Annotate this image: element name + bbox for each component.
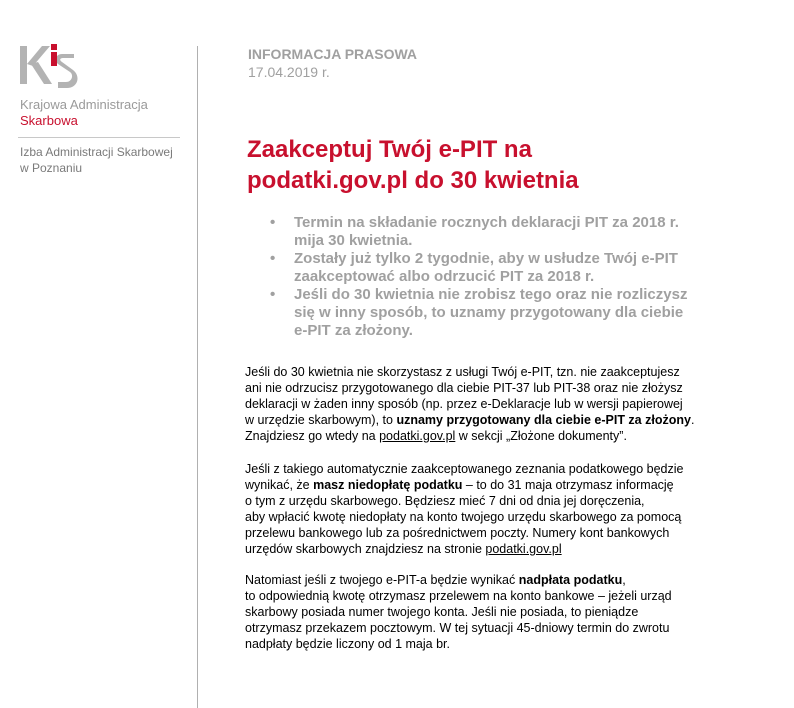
text-span: .	[690, 413, 695, 427]
key-point-line: Jeśli do 30 kwietnia nie zrobisz tego oraz nie rozliczysz	[294, 286, 688, 303]
text-span: Natomiast jeśli z twojego e-PIT-a będzie wynikać	[245, 573, 519, 587]
key-point	[270, 214, 740, 250]
key-point	[270, 286, 740, 340]
podatki-link[interactable]: podatki.gov.pl	[379, 429, 456, 443]
text-line: o tym z urzędu skarbowego. Będziesz mieć 7 dni od dnia jej doręczenia,	[245, 494, 645, 508]
text-line: nadpłaty będzie liczony od 1 maja br.	[245, 637, 450, 651]
text-line: ani nie odrzucisz przygotowanego dla ciebie PIT-37 lub PIT-38 oraz nie złożysz	[245, 381, 683, 395]
text-line: skarbowy posiada numer twojego konta. Jeśli nie posiada, to pieniądze	[245, 605, 639, 619]
key-point-line: mija 30 kwietnia.	[294, 232, 413, 249]
text-span: w urzędzie skarbowym), to	[245, 413, 397, 427]
bold-text: masz niedopłatę podatku	[313, 478, 463, 492]
paragraph-2	[245, 461, 735, 557]
page-title	[247, 134, 767, 196]
title-line2: podatki.gov.pl do 30 kwietnia	[247, 167, 579, 194]
press-release-label: INFORMACJA PRASOWA	[248, 46, 418, 62]
text-line: to odpowiednią kwotę otrzymasz przelewem na konto bankowe – jeżeli urząd	[245, 589, 672, 603]
key-point	[270, 250, 740, 286]
podatki-link[interactable]: podatki.gov.pl	[485, 542, 562, 556]
sidebar	[0, 0, 197, 708]
text-line: Jeśli do 30 kwietnia nie skorzystasz z usługi Twój e-PIT, tzn. nie zaakceptujesz	[245, 365, 680, 379]
text-line	[245, 572, 735, 588]
text-line: aby wpłacić kwotę niedopłaty na konto twojego urzędu skarbowego za pomocą	[245, 510, 682, 524]
text-line: deklaracji w żaden inny sposób (np. przez e-Deklaracje lub w wersji papierowej	[245, 397, 683, 411]
bold-text: uznamy przygotowany dla ciebie e-PIT za złożony	[396, 413, 691, 427]
key-points-list	[270, 214, 740, 340]
text-span: – to do 31 maja otrzymasz informację	[462, 478, 674, 492]
text-line	[245, 477, 735, 493]
text-line	[245, 412, 735, 428]
unit-name-line2: w Poznaniu	[20, 161, 83, 175]
bullet-icon: •	[270, 286, 276, 303]
text-line: otrzymasz przekazem pocztowym. W tej sytuacji 45-dniowy termin do zwrotu	[245, 621, 670, 635]
paragraph-3	[245, 572, 735, 652]
unit-name-line1: Izba Administracji Skarbowej	[20, 145, 173, 159]
key-point-line: zaakceptować albo odrzucić PIT za 2018 r.	[294, 268, 595, 285]
key-point-line: się w inny sposób, to uznamy przygotowany dla ciebie	[294, 304, 684, 321]
org-name-line1: Krajowa Administracja	[20, 97, 148, 112]
key-point-line: Termin na składanie rocznych deklaracji PIT za 2018 r.	[294, 214, 679, 231]
paragraph-1	[245, 364, 735, 444]
text-span: wynikać, że	[245, 478, 314, 492]
text-line: przelewu bankowego lub za pośrednictwem poczty. Numery kont bankowych	[245, 526, 670, 540]
vertical-divider	[197, 46, 198, 708]
sidebar-divider	[18, 137, 180, 138]
key-point-line: Zostały już tylko 2 tygodnie, aby w usłudze Twój e-PIT	[294, 250, 678, 267]
bullet-icon: •	[270, 250, 276, 267]
bullet-icon: •	[270, 214, 276, 231]
text-line: Jeśli z takiego automatycznie zaakceptowanego zeznania podatkowego będzie	[245, 462, 684, 476]
text-span: ,	[622, 573, 626, 587]
org-name-line2: Skarbowa	[20, 113, 78, 128]
key-point-line: e-PIT za złożony.	[294, 322, 413, 339]
text-span: urzędów skarbowych znajdziesz na stronie	[245, 542, 486, 556]
text-line	[245, 541, 735, 557]
text-span: Znajdziesz go wtedy na	[245, 429, 380, 443]
text-line	[245, 428, 735, 444]
bold-text: nadpłata podatku	[518, 573, 623, 587]
title-line1: Zaakceptuj Twój e-PIT na	[247, 136, 532, 163]
press-release-date: 17.04.2019 r.	[248, 64, 330, 80]
text-span: w sekcji „Złożone dokumenty”.	[455, 429, 627, 443]
kas-logo-icon	[18, 42, 90, 92]
